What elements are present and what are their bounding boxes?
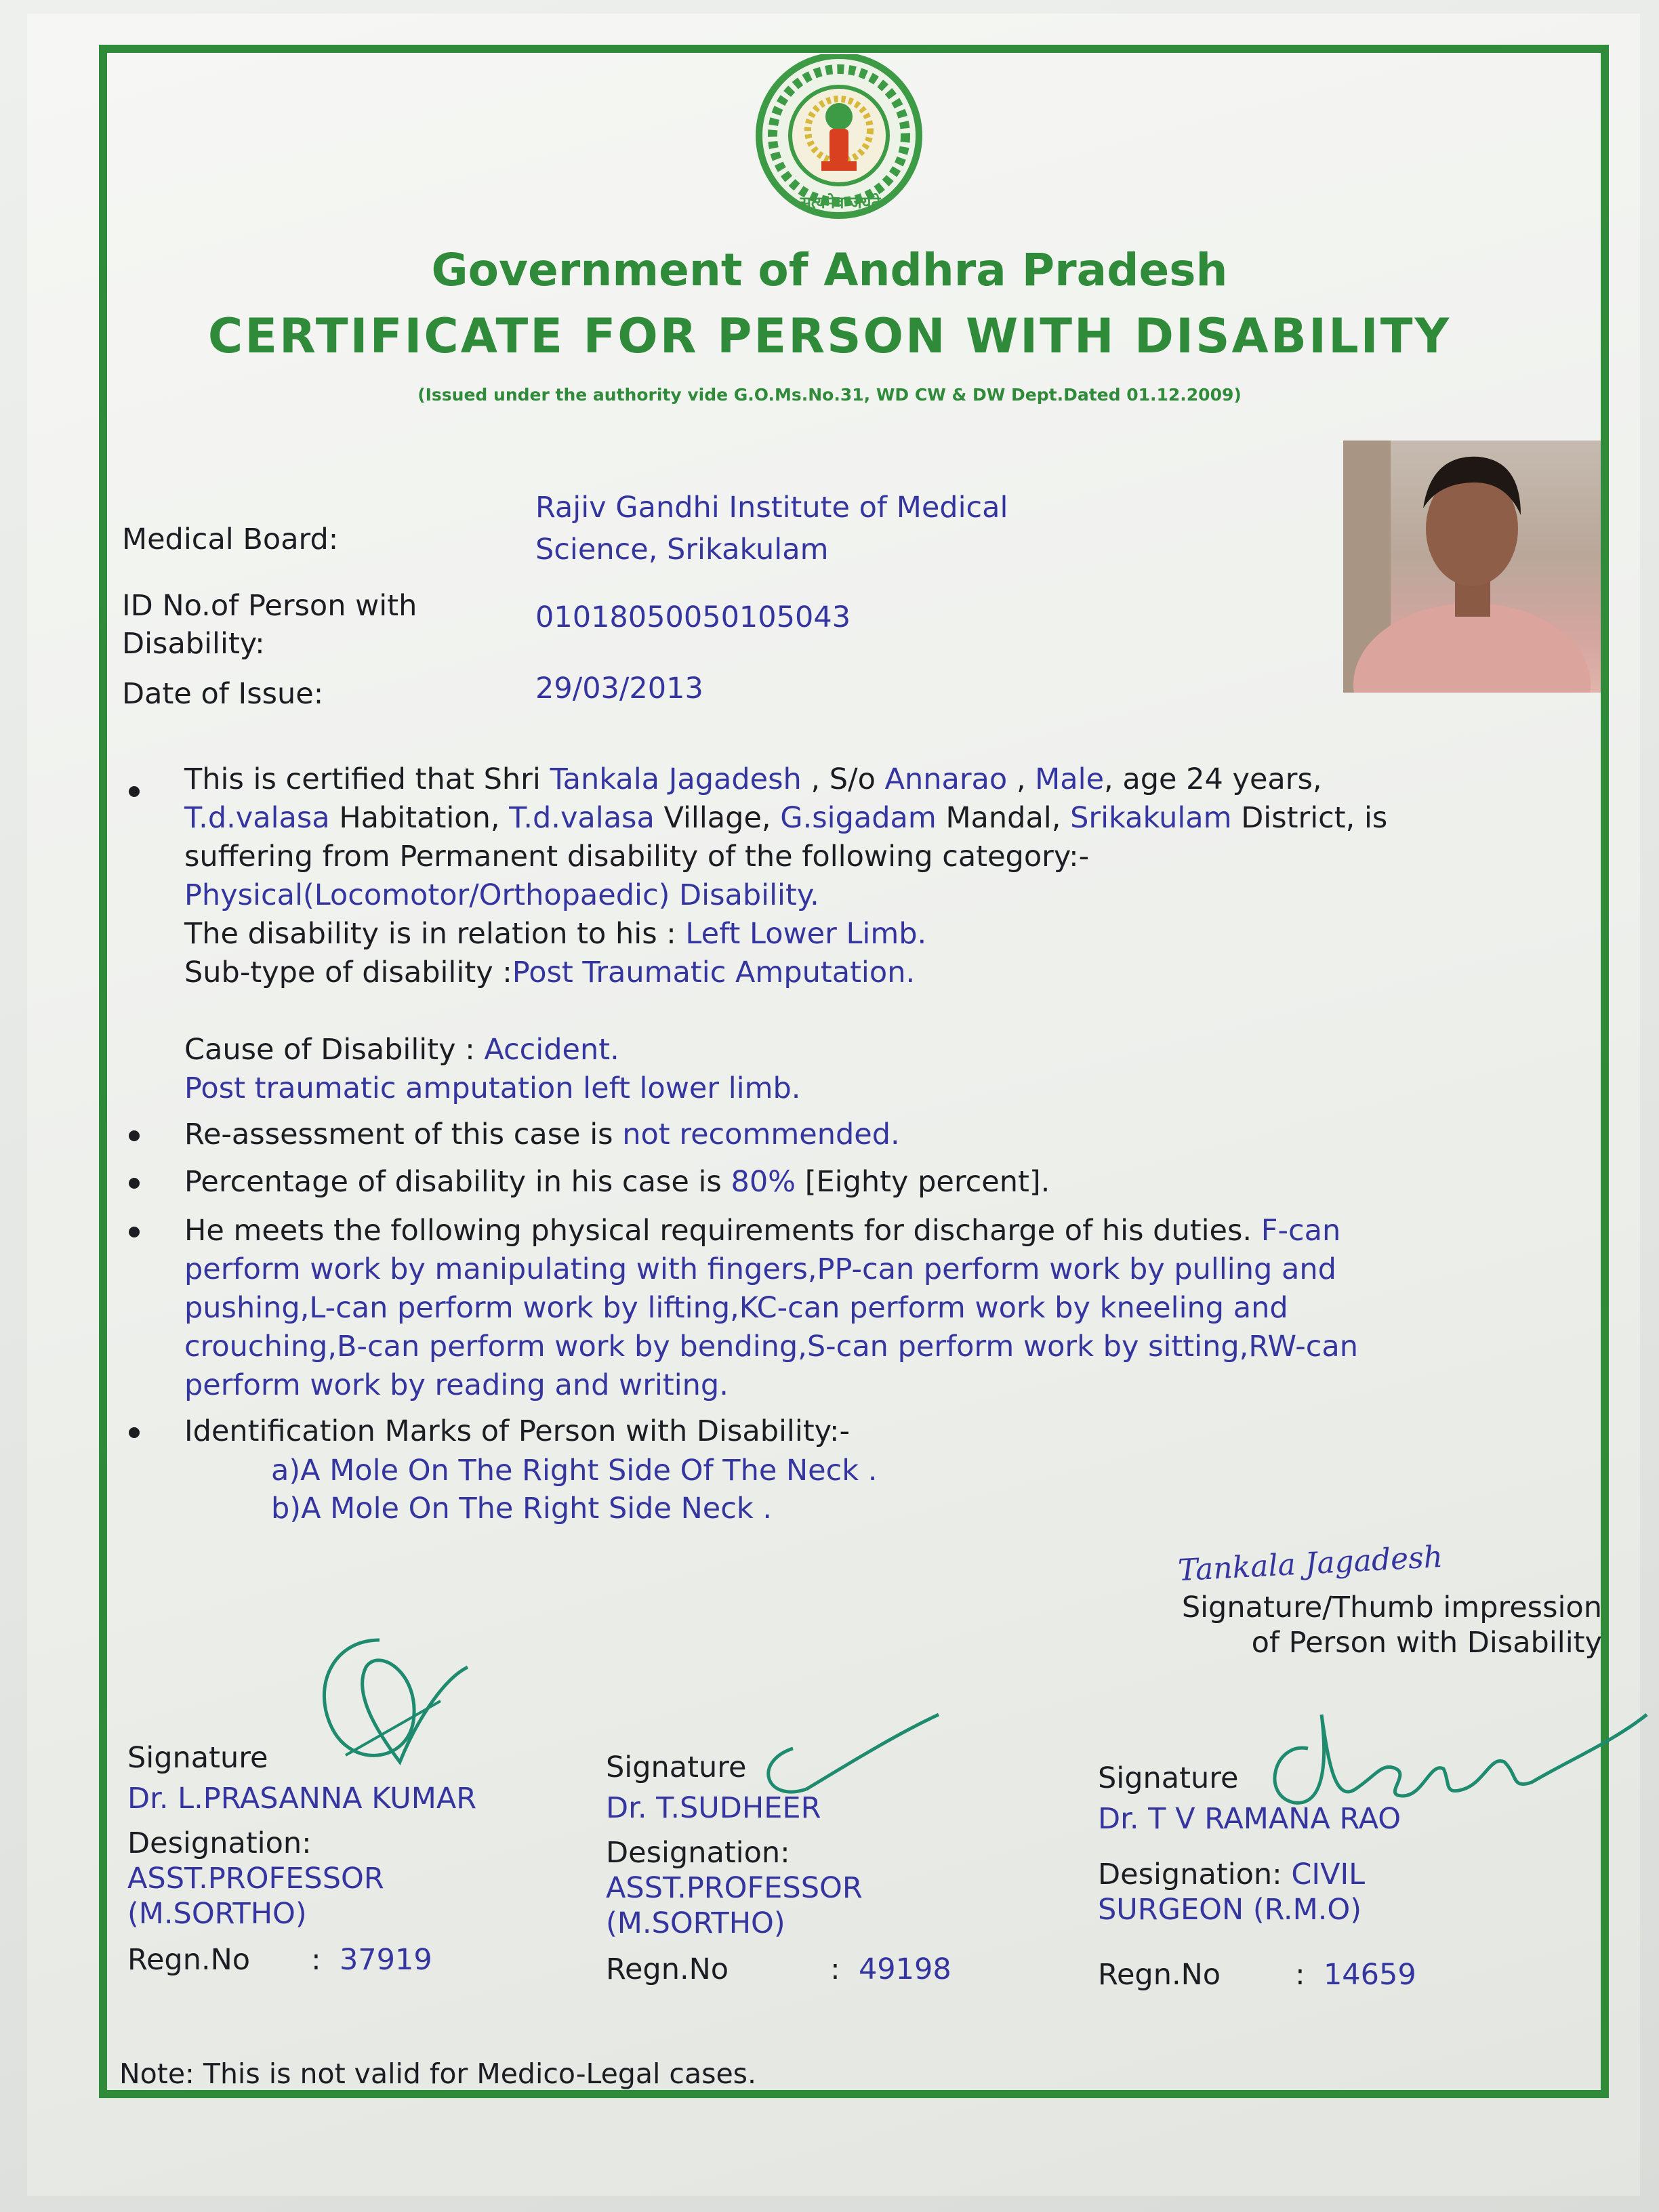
- signatory-3-signature-label: Signature: [1098, 1761, 1239, 1795]
- cause-detail: Post traumatic amputation left lower limb.: [184, 1071, 801, 1105]
- validity-note: Note: This is not valid for Medico-Legal cases.: [119, 2057, 757, 2090]
- gender-value: Male: [1035, 762, 1105, 796]
- signatory-3-regn-value: 14659: [1323, 1958, 1416, 1992]
- village-label: Village,: [654, 801, 781, 835]
- requirements-line-1: F-can: [1261, 1214, 1341, 1248]
- signatory-1-name: Dr. L.PRASANNA KUMAR: [127, 1782, 477, 1816]
- signatory-3-designation-label: Designation:: [1098, 1858, 1292, 1891]
- percentage-label: Percentage of disability in his case is: [184, 1165, 731, 1199]
- signatory-2-name: Dr. T.SUDHEER: [606, 1791, 821, 1825]
- signatory-1-regn-label: Regn.No: [127, 1943, 251, 1977]
- district-label: District, is: [1231, 801, 1388, 835]
- mandal-value: G.sigadam: [780, 801, 937, 835]
- person-name: Tankala Jagadesh: [550, 762, 802, 796]
- bullet-4: [129, 1227, 140, 1237]
- authority-line: (Issued under the authority vide G.O.Ms.No.31, WD CW & DW Dept.Dated 01.12.2009): [417, 385, 1242, 405]
- age-suffix: years,: [1223, 762, 1322, 796]
- age-prefix: , age: [1104, 762, 1187, 796]
- signatory-1: [127, 1740, 476, 1978]
- medical-board-label: Medical Board:: [122, 523, 339, 556]
- date-value: 29/03/2013: [535, 672, 703, 705]
- cause-label: Cause of Disability :: [184, 1033, 485, 1067]
- bullet-1: [129, 786, 140, 797]
- habitation-value: T.d.valasa: [184, 801, 330, 835]
- signatory-2-designation-line-2: (M.SORTHO): [606, 1906, 785, 1940]
- signatory-3-designation-line-2: SURGEON (R.M.O): [1098, 1893, 1361, 1927]
- signatory-1-designation-line-2: (M.SORTHO): [127, 1897, 307, 1931]
- signatory-1-designation-line-1: ASST.PROFESSOR: [127, 1862, 384, 1896]
- person-signature-label-line-1: Signature/Thumb impression: [1181, 1591, 1602, 1624]
- identification-mark-a: a)A Mole On The Right Side Of The Neck .: [271, 1454, 878, 1488]
- reassess-value: not recommended.: [622, 1118, 900, 1151]
- requirements-label: He meets the following physical requirements for discharge of his duties.: [184, 1214, 1261, 1248]
- category-value: Physical(Locomotor/Orthopaedic) Disability.: [184, 878, 819, 912]
- id-label-line-1: ID No.of Person with: [122, 589, 417, 623]
- medical-board-line-1: Rajiv Gandhi Institute of Medical: [535, 491, 1008, 525]
- medical-board-value: [535, 487, 1008, 571]
- subtype-value: Post Traumatic Amputation.: [512, 956, 916, 989]
- id-value: 01018050050105043: [535, 600, 851, 634]
- bullet-2: [129, 1130, 140, 1141]
- percentage-words: [Eighty percent].: [796, 1165, 1050, 1199]
- bullet-3: [129, 1178, 140, 1189]
- requirements-line-4: crouching,B-can perform work by bending,S-can perform work by sitting,RW-can: [184, 1330, 1358, 1364]
- signatory-3-designation-line-1: CIVIL: [1291, 1858, 1366, 1891]
- signatory-2-designation-label: Designation:: [606, 1836, 790, 1870]
- identification-marks-label: Identification Marks of Person with Disability:-: [184, 1414, 851, 1448]
- requirements-line-5: perform work by reading and writing.: [184, 1368, 729, 1402]
- signatory-1-designation-label: Designation:: [127, 1826, 312, 1860]
- signatory-2-regn-label: Regn.No: [606, 1952, 729, 1986]
- person-photo: [1343, 441, 1601, 693]
- person-signature-label: [1122, 1590, 1602, 1660]
- relation-value: Left Lower Limb.: [685, 917, 927, 951]
- so-text: , S/o: [801, 762, 885, 796]
- cause-value: Accident.: [484, 1033, 619, 1067]
- signatory-2-signature-label: Signature: [606, 1750, 747, 1784]
- signatory-3-regn-label: Regn.No: [1098, 1958, 1221, 1992]
- habitation-label: Habitation,: [329, 801, 510, 835]
- bullet-5: [129, 1427, 140, 1438]
- government-title: Government of Andhra Pradesh: [431, 244, 1228, 296]
- certificate-title: CERTIFICATE FOR PERSON WITH DISABILITY: [207, 308, 1452, 364]
- father-name: Annarao: [884, 762, 1008, 796]
- mandal-label: Mandal,: [936, 801, 1071, 835]
- comma-text: ,: [1007, 762, 1036, 796]
- percentage-value: 80%: [731, 1165, 796, 1199]
- subtype-label: Sub-type of disability :: [184, 956, 512, 989]
- district-value: Srikakulam: [1070, 801, 1232, 835]
- signatory-1-signature-label: Signature: [127, 1741, 268, 1775]
- requirements-line-3: pushing,L-can perform work by lifting,KC-can perform work by kneeling and: [184, 1291, 1288, 1325]
- signatory-3-name: Dr. T V RAMANA RAO: [1098, 1802, 1401, 1836]
- date-label: Date of Issue:: [122, 677, 324, 711]
- suffering-line: suffering from Permanent disability of the following category:-: [184, 840, 1090, 874]
- medical-board-line-2: Science, Srikakulam: [535, 533, 829, 567]
- signatory-2-regn-value: 49198: [858, 1952, 951, 1986]
- signatory-1-regn-colon: :: [311, 1943, 321, 1977]
- person-signature-label-line-2: of Person with Disability: [1251, 1626, 1602, 1660]
- signatory-3: [1098, 1761, 1416, 1992]
- person-handwritten-signature: Tankala Jagadesh: [1176, 1539, 1444, 1589]
- requirements-line-2: perform work by manipulating with fingers,PP-can perform work by pulling and: [184, 1252, 1336, 1286]
- signatory-3-regn-colon: :: [1295, 1958, 1305, 1992]
- signatory-2-regn-colon: :: [830, 1952, 840, 1986]
- village-value: T.d.valasa: [509, 801, 655, 835]
- id-label: [122, 587, 417, 663]
- certification-paragraph: [184, 760, 1387, 1108]
- relation-label: The disability is in relation to his :: [184, 917, 686, 951]
- reassessment-line: [184, 1115, 900, 1154]
- identification-mark-b: b)A Mole On The Right Side Neck .: [271, 1492, 773, 1525]
- age-value: 24: [1186, 762, 1223, 796]
- id-label-line-2: Disability:: [122, 627, 265, 661]
- signatory-2-designation-line-1: ASST.PROFESSOR: [606, 1871, 863, 1905]
- signatory-2: [606, 1750, 951, 1987]
- percentage-line: [184, 1163, 1050, 1202]
- emblem-motto: सत्यमेव जयते: [800, 193, 881, 212]
- reassess-label: Re-assessment of this case is: [184, 1118, 623, 1151]
- certified-prefix: This is certified that Shri: [184, 762, 550, 796]
- signatory-1-regn-value: 37919: [339, 1943, 432, 1977]
- requirements-paragraph: [184, 1212, 1358, 1405]
